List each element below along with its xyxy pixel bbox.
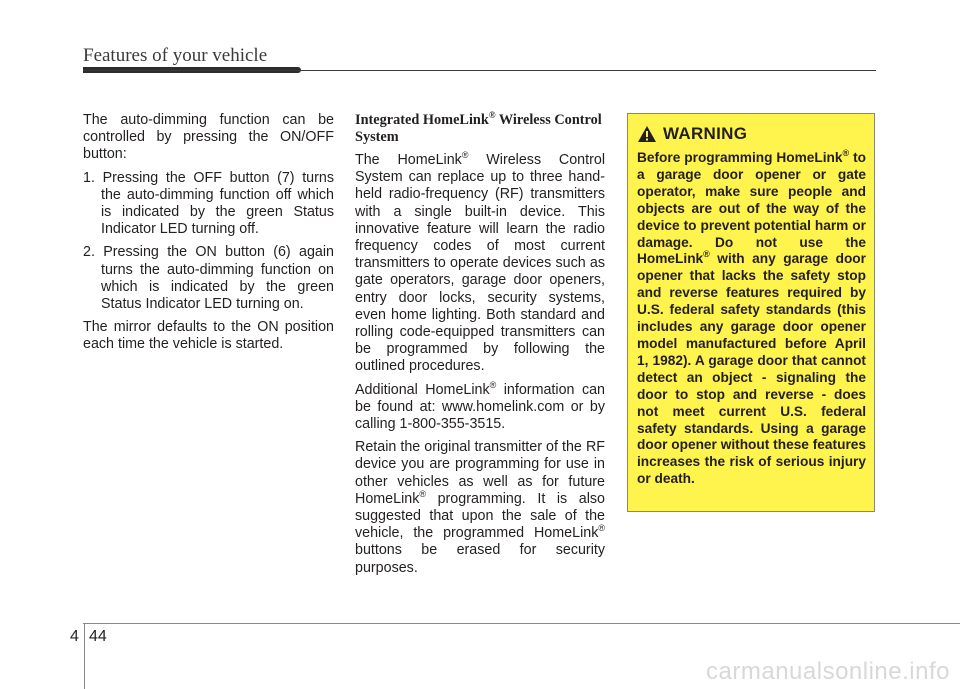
warning-text: Before programming HomeLink® to a garage door opener or gate operator, make sure people and objects are out of the way of the device to prevent potential harm or damage. Do not use the HomeLink® with any garage door opener that lacks the safety stop and reverse features required by U.S. federal safety standards (this includes any garage door opener model manufactured before April 1, 1982). A garage door that cannot detect an object - signaling the door to stop and reverse - does not meet current U.S. federal safety standards. Using a garage door opener without these features increases the risk of serious injury or death. bbox=[637, 148, 866, 487]
middle-column bbox=[355, 112, 605, 583]
homelink-description: The HomeLink® Wireless Control System can replace up to three hand-held radio-frequency (RF) transmitters with a single built-in device. This innovative feature will learn the radio frequency codes of most current transmitters to operate devices such as gate operators, garage door openers, entry door locks, security systems, even home lighting. Both standard and rolling code-equipped transmitters can be programmed by following the outlined procedures. bbox=[355, 150, 605, 375]
auto-dimming-intro: The auto-dimming function can be controlled by pressing the ON/OFF button: bbox=[83, 112, 334, 163]
header-rule bbox=[83, 70, 876, 71]
footer-divider bbox=[84, 623, 85, 689]
chapter-number: 4 bbox=[70, 628, 79, 645]
homelink-heading: Integrated HomeLink® Wireless Control System bbox=[355, 110, 602, 145]
page-number: 44 bbox=[89, 628, 107, 645]
footer-rule bbox=[83, 623, 960, 624]
page-header-title: Features of your vehicle bbox=[83, 45, 268, 66]
left-column bbox=[83, 112, 334, 360]
auto-dimming-steps bbox=[83, 170, 334, 314]
homelink-retain-note: Retain the original transmitter of the RF device you are programming for use in other vehicles as well as for future HomeLink® programming. It is also suggested that upon the sale of the vehicle, the programmed HomeLink® buttons be erased for security purposes. bbox=[355, 439, 605, 576]
warning-box bbox=[627, 113, 875, 512]
homelink-info: Additional HomeLink® information can be found at: www.homelink.com or by calling 1-800-355-3515. bbox=[355, 379, 605, 433]
warning-triangle-icon bbox=[637, 125, 657, 143]
warning-header bbox=[637, 124, 866, 144]
warning-title: WARNING bbox=[663, 124, 748, 143]
list-item: 1. Pressing the OFF button (7) turns the auto-dimming function off which is indicated by the green Status Indicator LED turning off. bbox=[83, 169, 334, 238]
list-item: 2. Pressing the ON button (6) again turns the auto-dimming function on which is indicated by the green Status Indicator LED turning on. bbox=[83, 244, 334, 313]
watermark: carmanualsonline.info bbox=[706, 658, 950, 685]
mirror-default-note: The mirror defaults to the ON position each time the vehicle is started. bbox=[83, 319, 334, 353]
